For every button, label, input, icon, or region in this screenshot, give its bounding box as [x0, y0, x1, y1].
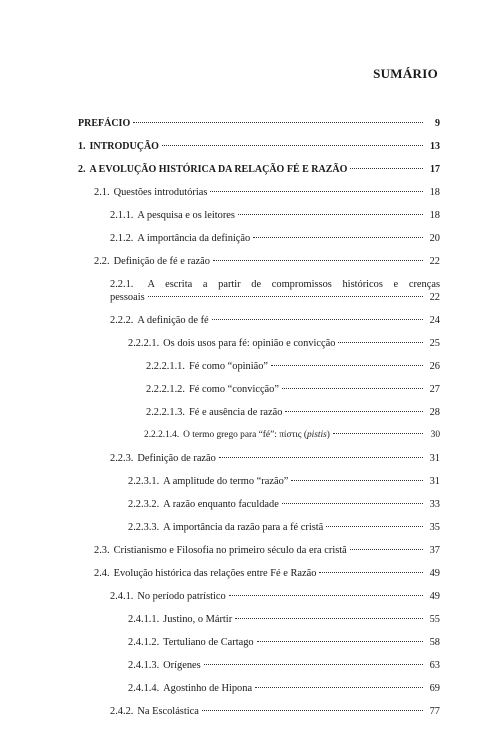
toc-page-number: 22: [429, 292, 440, 303]
toc-entry-text: A razão enquanto faculdade: [163, 499, 279, 510]
dot-leader: [350, 549, 423, 550]
toc-entry-number: 2.1.2.: [110, 233, 134, 244]
toc-entry-number: 1.: [78, 141, 86, 152]
toc-page-number: 25: [429, 338, 440, 349]
toc-entry[interactable]: [78, 590, 440, 613]
toc-entry[interactable]: [78, 429, 440, 452]
toc-entry-text: Os dois usos para fé: opinião e convicção: [163, 338, 336, 349]
toc-entry-text: Fé e ausência de razão: [188, 407, 283, 418]
toc-entry[interactable]: [78, 636, 440, 659]
toc-entry-text: Definição de razão: [137, 453, 216, 464]
toc-entry-number: 2.4.1.3.: [128, 660, 160, 671]
toc-entry-number: 2.2.2.1.1.: [146, 361, 185, 372]
dot-leader: [133, 122, 423, 123]
toc-entry[interactable]: [78, 682, 440, 705]
toc-entry[interactable]: [78, 475, 440, 498]
toc-page-number: 24: [429, 315, 440, 326]
toc-entry-text: A importância da definição: [137, 233, 251, 244]
toc-entry-text: Cristianismo e Filosofia no primeiro século da era cristã: [113, 545, 347, 556]
toc-entry-text: [183, 429, 330, 442]
dot-leader: [271, 365, 423, 366]
toc-entry-number: 2.2.3.2.: [128, 499, 160, 510]
toc-page-number: 33: [429, 499, 440, 510]
toc-entry-text: INTRODUÇÃO: [89, 141, 159, 152]
toc-entry-text: Tertuliano de Cartago: [163, 637, 254, 648]
dot-leader: [204, 664, 423, 665]
toc-entry-text: A importância da razão para a fé cristã: [163, 522, 324, 533]
toc-entry-number: 2.2.2.: [110, 315, 134, 326]
toc-page-number: 18: [429, 210, 440, 221]
toc-entry-text-main: O termo grego para “fé”: πίστις (: [183, 430, 307, 440]
toc-page-number: 35: [429, 522, 440, 533]
toc-entry-number: 2.4.2.: [110, 706, 134, 717]
toc-entry-text: PREFÁCIO: [78, 118, 131, 129]
toc-entry[interactable]: [78, 544, 440, 567]
toc-page-number: 31: [429, 476, 440, 487]
toc-page-number: 49: [429, 591, 440, 602]
toc-page-number: 55: [429, 614, 440, 625]
toc-page-number: 13: [430, 141, 440, 152]
toc-entry-prefacio[interactable]: [78, 117, 440, 140]
toc-entry-text: Evolução histórica das relações entre Fé e Razão: [113, 568, 317, 579]
toc-entry-number: 2.2.2.1.3.: [146, 407, 185, 418]
toc-page-number: 58: [429, 637, 440, 648]
dot-leader: [257, 641, 423, 642]
toc-entry-text-italic: pistis: [306, 430, 327, 440]
toc-entry-number: 2.2.3.3.: [128, 522, 160, 533]
toc-entry-line1: [110, 278, 440, 291]
toc-entry-number: 2.2.1.: [110, 279, 134, 290]
toc-entry-line2: [110, 291, 440, 304]
toc-page-number: 30: [430, 430, 440, 440]
toc-entry-text: Definição de fé e razão: [113, 256, 210, 267]
dot-leader: [285, 411, 423, 412]
toc-page-number: 77: [429, 706, 440, 717]
toc-entry-text: Fé como “opinião”: [188, 361, 269, 372]
toc-entry-number: 2.2.2.1.2.: [146, 384, 185, 395]
toc-entry[interactable]: [78, 613, 440, 636]
toc-entry-introducao[interactable]: [78, 140, 440, 163]
toc-entry[interactable]: [78, 567, 440, 590]
dot-leader: [282, 503, 423, 504]
toc-page-number: 17: [430, 164, 440, 175]
toc-entry[interactable]: [78, 659, 440, 682]
toc-entry[interactable]: [78, 186, 440, 209]
dot-leader: [282, 388, 423, 389]
toc-entry-number: 2.1.: [94, 187, 110, 198]
dot-leader: [235, 618, 423, 619]
toc-entry-number: 2.2.: [94, 256, 110, 267]
toc-entry-text: A EVOLUÇÃO HISTÓRICA DA RELAÇÃO FÉ E RAZÃO: [89, 164, 348, 175]
dot-leader: [219, 457, 423, 458]
toc-entry[interactable]: [78, 406, 440, 429]
toc-entry-number: 2.2.3.: [110, 453, 134, 464]
toc-entry-text: No período patrístico: [137, 591, 226, 602]
dot-leader: [255, 687, 423, 688]
toc-page-number: 27: [429, 384, 440, 395]
dot-leader: [210, 191, 423, 192]
toc-page-number: 31: [429, 453, 440, 464]
dot-leader: [291, 480, 423, 481]
toc-entry-number: 2.4.1.2.: [128, 637, 160, 648]
toc-page-number: 9: [435, 118, 440, 129]
toc-entry[interactable]: [78, 209, 440, 232]
toc-entry-text: A definição de fé: [137, 315, 209, 326]
toc-entry-number: 2.4.: [94, 568, 110, 579]
dot-leader: [350, 168, 423, 169]
toc-entry[interactable]: [78, 521, 440, 544]
toc-entry-text: pessoais: [110, 292, 145, 303]
toc-entry-text: Fé como “convicção”: [188, 384, 279, 395]
toc-entry-number: 2.2.3.1.: [128, 476, 160, 487]
toc-entry[interactable]: [78, 360, 440, 383]
toc-entry-multiline[interactable]: [78, 278, 440, 314]
toc-page-number: 20: [429, 233, 440, 244]
dot-leader: [162, 145, 423, 146]
toc-entry-text: Justino, o Mártir: [163, 614, 233, 625]
toc-page-number: 49: [429, 568, 440, 579]
dot-leader: [212, 319, 423, 320]
toc-entry-text: A amplitude do termo “razão”: [163, 476, 289, 487]
toc-entry-number: 2.3.: [94, 545, 110, 556]
page-title: SUMÁRIO: [373, 66, 438, 81]
toc-entry-number: 2.: [78, 164, 86, 175]
toc-entry[interactable]: [78, 452, 440, 475]
toc-entry-number: 2.4.1.: [110, 591, 134, 602]
toc-page-number: 18: [429, 187, 440, 198]
toc-entry[interactable]: [78, 337, 440, 360]
toc-page-number: 28: [429, 407, 440, 418]
dot-leader: [229, 595, 423, 596]
table-of-contents: [78, 117, 440, 728]
dot-leader: [213, 260, 423, 261]
toc-entry-text: Agostinho de Hipona: [163, 683, 253, 694]
toc-entry-text-end: ): [326, 430, 330, 440]
toc-entry-number: 2.4.1.4.: [128, 683, 160, 694]
dot-leader: [326, 526, 423, 527]
toc-entry-text: A escrita a partir de compromissos históricos e crenças: [147, 279, 440, 290]
toc-entry-text: Na Escolástica: [137, 706, 199, 717]
toc-page-number: 63: [429, 660, 440, 671]
dot-leader: [148, 296, 423, 297]
toc-page-number: 37: [429, 545, 440, 556]
toc-page-number: 26: [429, 361, 440, 372]
toc-entry[interactable]: [78, 314, 440, 337]
toc-entry[interactable]: [78, 232, 440, 255]
dot-leader: [333, 433, 423, 434]
toc-page-number: 22: [429, 256, 440, 267]
dot-leader: [202, 710, 423, 711]
toc-entry[interactable]: [78, 705, 440, 728]
toc-entry-evolucao[interactable]: [78, 163, 440, 186]
dot-leader: [253, 237, 423, 238]
toc-entry-number: 2.1.1.: [110, 210, 134, 221]
dot-leader: [319, 572, 423, 573]
toc-entry-number: 2.4.1.1.: [128, 614, 160, 625]
toc-page-number: 69: [429, 683, 440, 694]
toc-entry[interactable]: [78, 498, 440, 521]
toc-entry-text: Orígenes: [163, 660, 201, 671]
toc-entry-number: 2.2.2.1.4.: [144, 430, 180, 440]
toc-entry[interactable]: [78, 255, 440, 278]
toc-entry-text: Questões introdutórias: [113, 187, 208, 198]
dot-leader: [338, 342, 423, 343]
dot-leader: [238, 214, 423, 215]
toc-entry-number: 2.2.2.1.: [128, 338, 160, 349]
toc-entry-text: A pesquisa e os leitores: [137, 210, 235, 221]
toc-entry[interactable]: [78, 383, 440, 406]
